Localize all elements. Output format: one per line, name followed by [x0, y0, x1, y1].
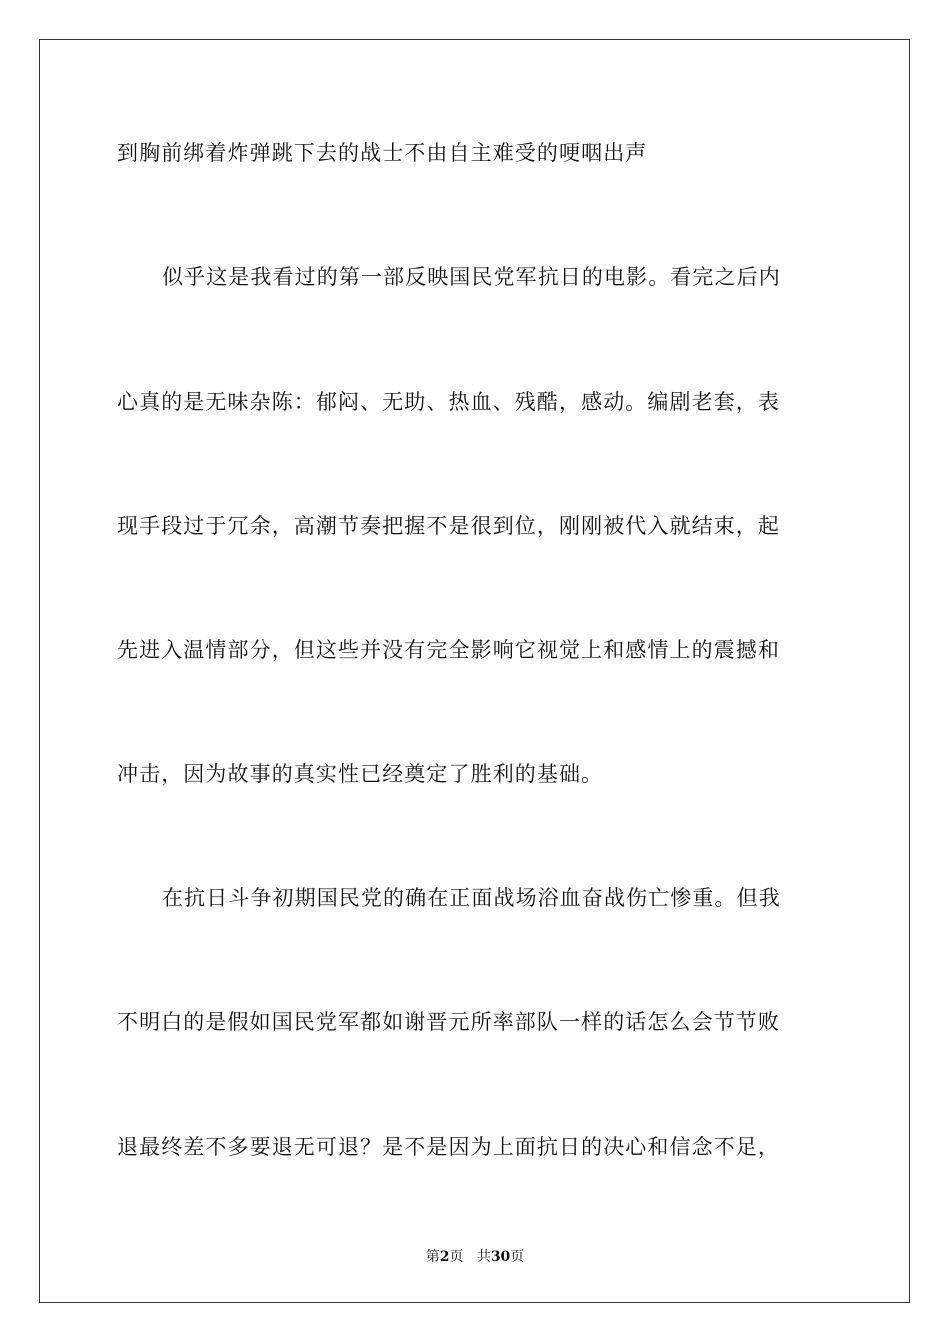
total-prefix: 共: [476, 1249, 491, 1265]
page-footer: [0, 1248, 950, 1266]
total-page-number: 30: [490, 1249, 511, 1265]
body-text-line-8: 不明白的是假如国民党军都如谢晋元所率部队一样的话怎么会节节败: [117, 1010, 780, 1034]
body-text-line-5: 先进入温情部分，但这些并没有完全影响它视觉上和感情上的震撼和: [117, 638, 780, 662]
body-text-line-1: 到胸前绑着炸弹跳下去的战士不由自主难受的哽咽出声: [117, 141, 648, 165]
page-unit: 页: [449, 1249, 464, 1265]
page-prefix: 第: [425, 1249, 440, 1265]
body-text-line-7: 在抗日斗争初期国民党的确在正面战场浴血奋战伤亡惨重。但我: [162, 886, 781, 910]
total-unit: 页: [510, 1249, 525, 1265]
body-text-line-6: 冲击，因为故事的真实性已经奠定了胜利的基础。: [117, 762, 604, 786]
body-text-line-3: 心真的是无味杂陈：郁闷、无助、热血、残酷，感动。编剧老套，表: [117, 390, 780, 414]
body-text-line-9: 退最终差不多要退无可退？是不是因为上面抗日的决心和信念不足，: [117, 1135, 780, 1159]
current-page-number: 2: [439, 1249, 450, 1265]
page-border: [39, 39, 910, 1303]
body-text-line-2: 似乎这是我看过的第一部反映国民党军抗日的电影。看完之后内: [162, 265, 781, 289]
body-text-line-4: 现手段过于冗余，高潮节奏把握不是很到位，刚刚被代入就结束，起: [117, 514, 780, 538]
